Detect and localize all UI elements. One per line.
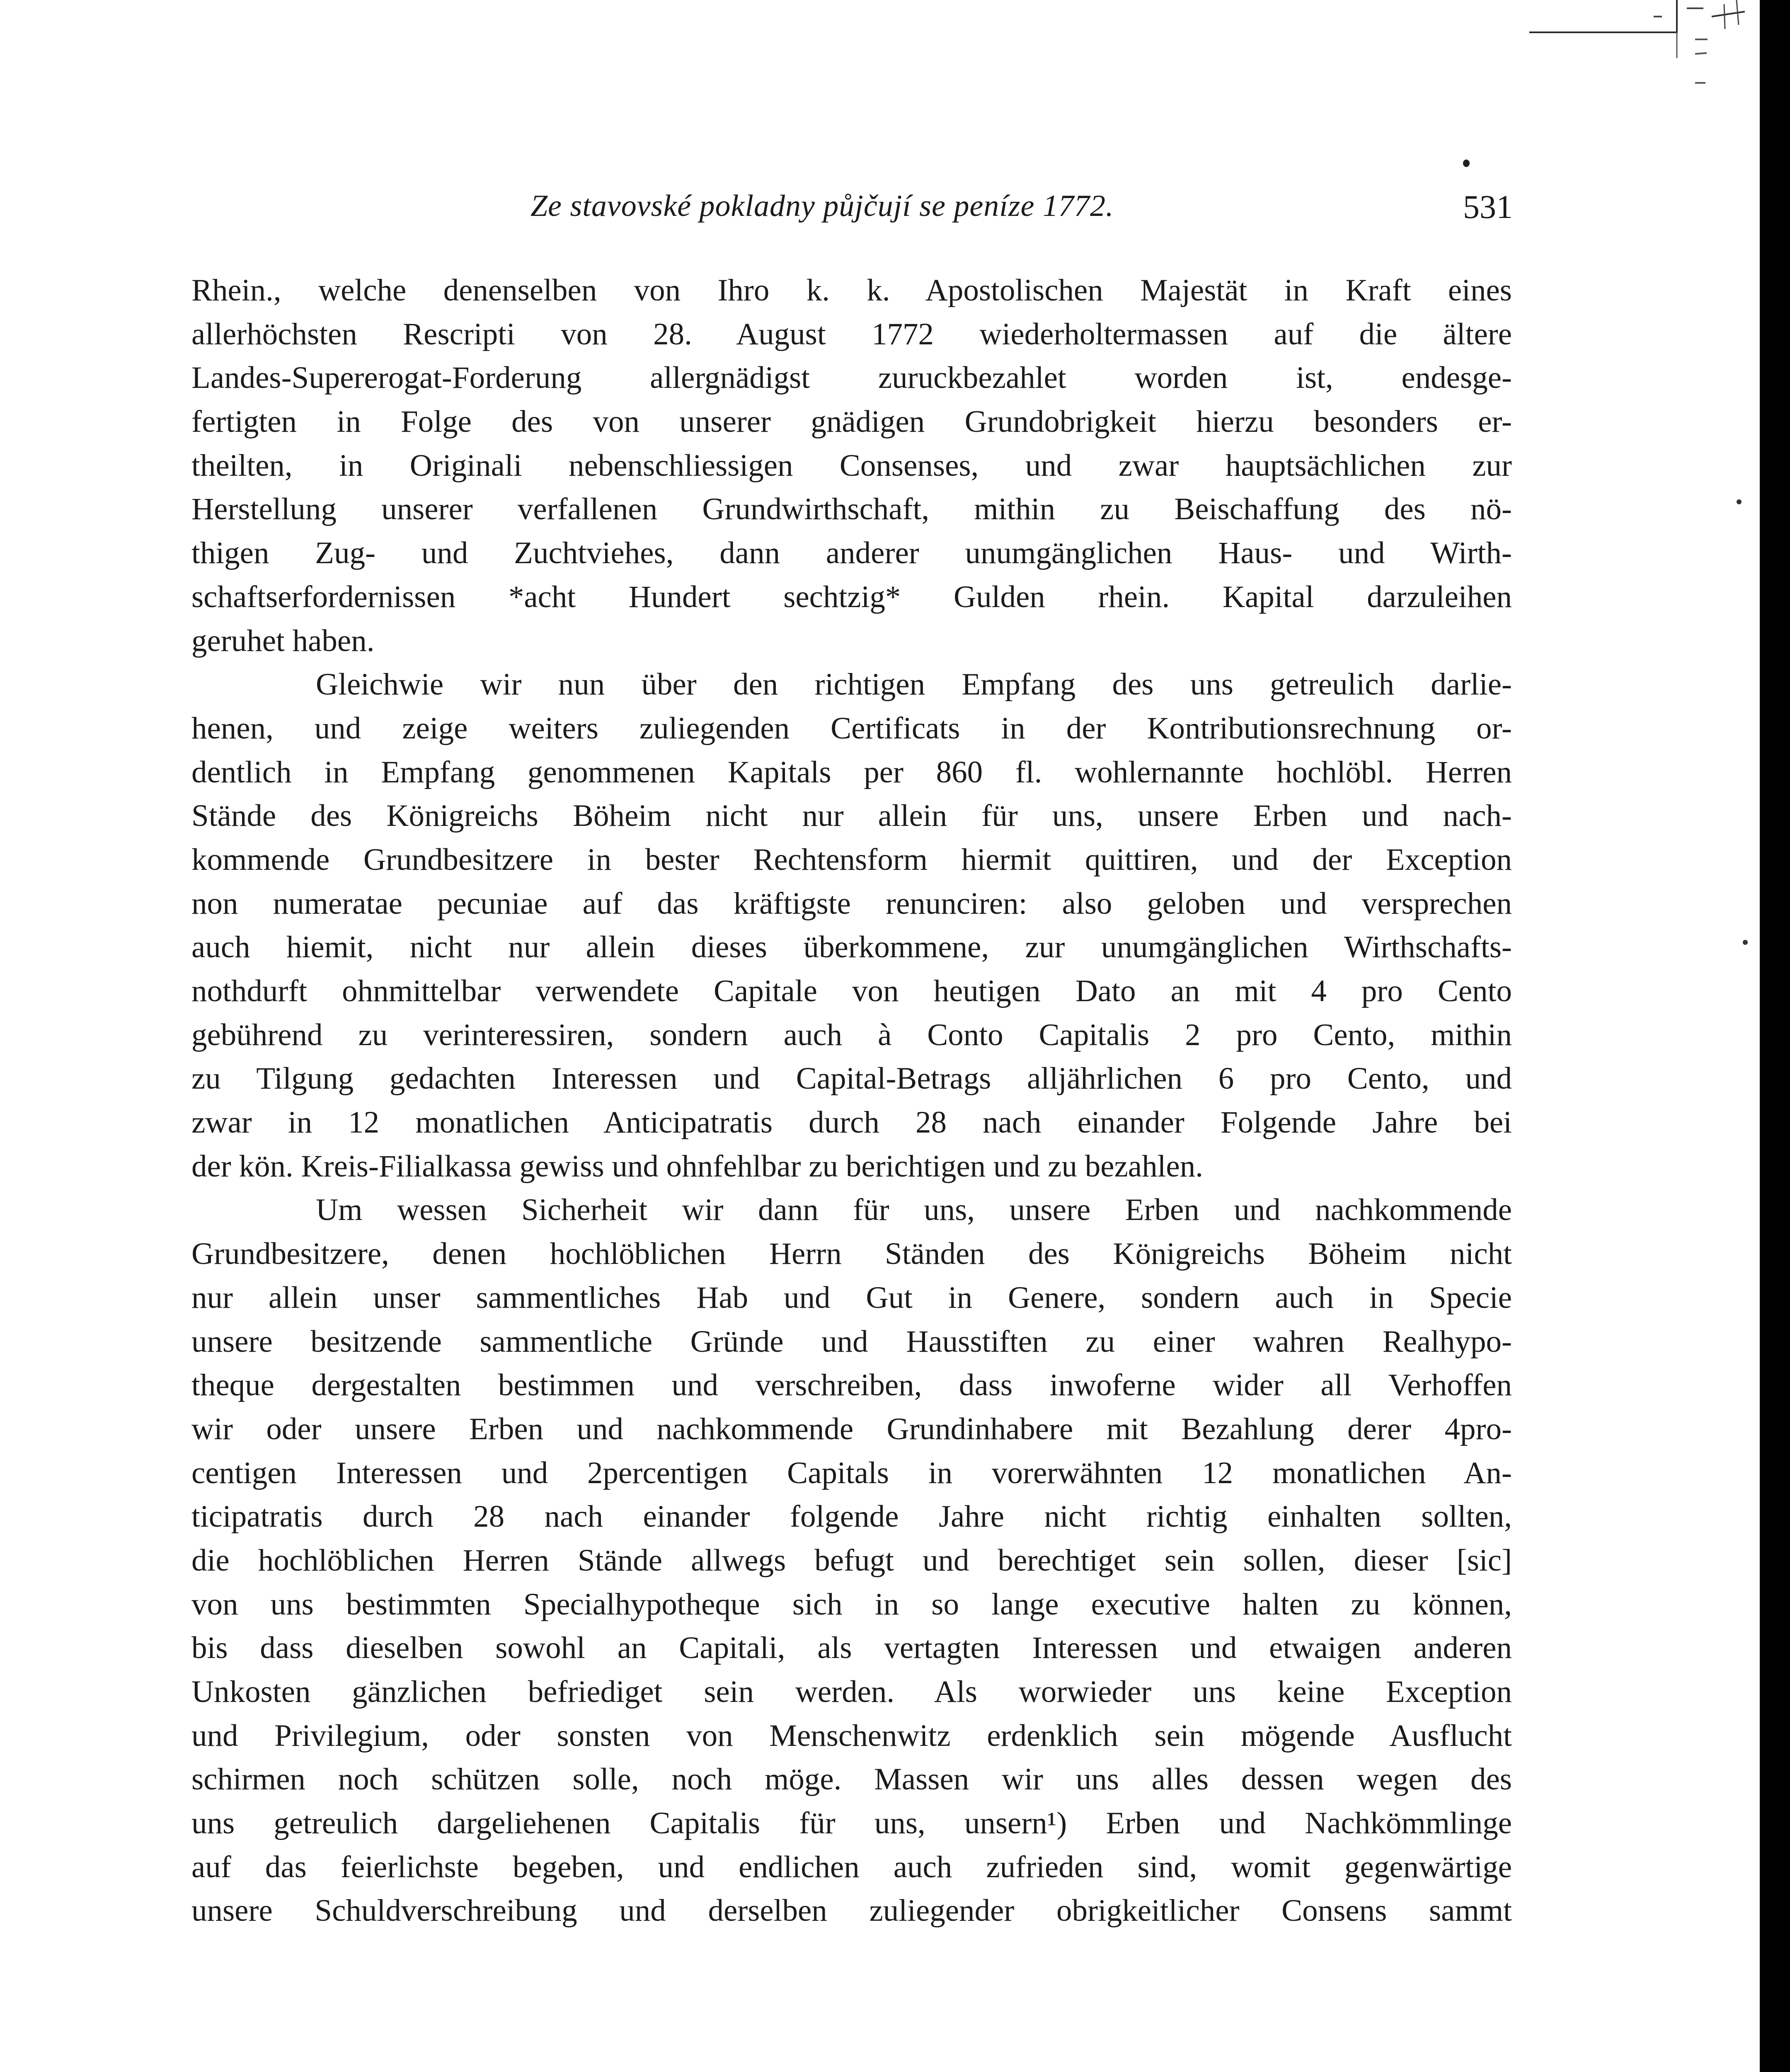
scan-corner-marks (1529, 0, 1760, 95)
text-line: Stände des Königreichs Böheim nicht nur allein für uns, unsere Erben und nach- (191, 799, 1512, 833)
text-line: Unkosten gänzlichen befriediget sein werden. Als worwieder uns keine Exception (191, 1675, 1512, 1709)
text-line: geruhet haben. (191, 623, 375, 658)
text-line: nothdurft ohnmittelbar verwendete Capitale von heutigen Dato an mit 4 pro Cento (191, 974, 1512, 1008)
text-line: centigen Interessen und 2percentigen Capitals in vorerwähnten 12 monatlichen An- (191, 1455, 1512, 1490)
text-line: zwar in 12 monatlichen Anticipatratis durch 28 nach einander Folgende Jahre bei (191, 1105, 1512, 1140)
text-line: allerhöchsten Rescripti von 28. August 1772 wiederholtermassen auf die ältere (191, 317, 1512, 351)
scan-speck (1743, 940, 1748, 945)
text-line: kommende Grundbesitzere in bester Rechtensform hiermit quittiren, und der Exception (191, 842, 1512, 877)
body-text (191, 269, 1512, 1933)
text-line: henen, und zeige weiters zuliegenden Certificats in der Kontributionsrechnung or- (191, 711, 1512, 746)
text-line: ticipatratis durch 28 nach einander folgende Jahre nicht richtig einhalten sollten, (191, 1499, 1512, 1534)
text-line: dentlich in Empfang genommenen Kapitals per 860 fl. wohlernannte hochlöbl. Herren (191, 755, 1512, 789)
text-line: zu Tilgung gedachten Interessen und Capital-Betrags alljährlichen 6 pro Cento, und (191, 1061, 1512, 1096)
text-line: bis dass dieselben sowohl an Capitali, als vertagten Interessen und etwaigen anderen (191, 1631, 1512, 1665)
text-line: Gleichwie wir nun über den richtigen Empfang des uns getreulich darlie- (316, 667, 1512, 702)
text-line: fertigten in Folge des von unserer gnädigen Grundobrigkeit hierzu besonders er- (191, 404, 1512, 439)
text-line: die hochlöblichen Herren Stände allwegs befugt und berechtiget sein sollen, dieser [sic] (191, 1543, 1512, 1578)
text-line: Landes-Supererogat-Forderung allergnädigst zuruckbezahlet worden ist, endesge- (191, 361, 1512, 395)
text-line: uns getreulich dargeliehenen Capitalis für uns, unsern¹) Erben und Nachkömmlinge (191, 1806, 1512, 1841)
text-line: unsere Schuldverschreibung und derselben zuliegender obrigkeitlicher Consens sammt (191, 1893, 1512, 1928)
text-line: nur allein unser sammentliches Hab und Gut in Genere, sondern auch in Specie (191, 1280, 1512, 1315)
text-line: von uns bestimmten Specialhypotheque sich in so lange executive halten zu können, (191, 1587, 1512, 1622)
text-line: auch hiemit, nicht nur allein dieses überkommene, zur unumgänglichen Wirthschafts- (191, 930, 1512, 965)
text-line: schirmen noch schützen solle, noch möge. Massen wir uns alles dessen wegen des (191, 1762, 1512, 1797)
running-header (191, 189, 1513, 251)
running-title: Ze stavovské pokladny půjčují se peníze 1772. (530, 189, 1114, 223)
text-line: Grundbesitzere, denen hochlöblichen Herrn Ständen des Königreichs Böheim nicht (191, 1237, 1512, 1271)
text-line: auf das feierlichste begeben, und endlichen auch zufrieden sind, womit gegenwärtige (191, 1849, 1512, 1884)
text-line: thigen Zug- und Zuchtviehes, dann anderer unumgänglichen Haus- und Wirth- (191, 536, 1512, 571)
text-line: Um wessen Sicherheit wir dann für uns, unsere Erben und nachkommende (316, 1193, 1512, 1227)
text-line: der kön. Kreis-Filialkassa gewiss und ohnfehlbar zu berichtigen und zu bezahlen. (191, 1149, 1203, 1184)
text-line: gebührend zu verinteressiren, sondern auch à Conto Capitalis 2 pro Cento, mithin (191, 1017, 1512, 1052)
text-line: Herstellung unserer verfallenen Grundwirthschaft, mithin zu Beischaffung des nö- (191, 492, 1512, 527)
text-line: theque dergestalten bestimmen und verschreiben, dass inwoferne wider all Verhoffen (191, 1368, 1512, 1403)
scan-speck (1737, 499, 1742, 504)
text-line: unsere besitzende sammentliche Gründe und Hausstiften zu einer wahren Realhypo- (191, 1324, 1512, 1359)
text-line: non numeratae pecuniae auf das kräftigste renunciren: also geloben und versprechen (191, 886, 1512, 921)
text-line: theilten, in Originali nebenschliessigen Consenses, und zwar hauptsächlichen zur (191, 448, 1512, 483)
scan-dot-mark (1463, 160, 1470, 167)
text-line: Rhein., welche denenselben von Ihro k. k. Apostolischen Majestät in Kraft eines (191, 273, 1512, 307)
text-line: und Privilegium, oder sonsten von Menschenwitz erdenklich sein mögende Ausflucht (191, 1718, 1512, 1753)
text-line: wir oder unsere Erben und nachkommende Grundinhabere mit Bezahlung derer 4pro- (191, 1411, 1512, 1446)
scan-border (1760, 0, 1790, 2072)
text-line: schaftserfordernissen *acht Hundert sechtzig* Gulden rhein. Kapital darzuleihen (191, 579, 1512, 614)
page-number: 531 (1463, 189, 1513, 225)
